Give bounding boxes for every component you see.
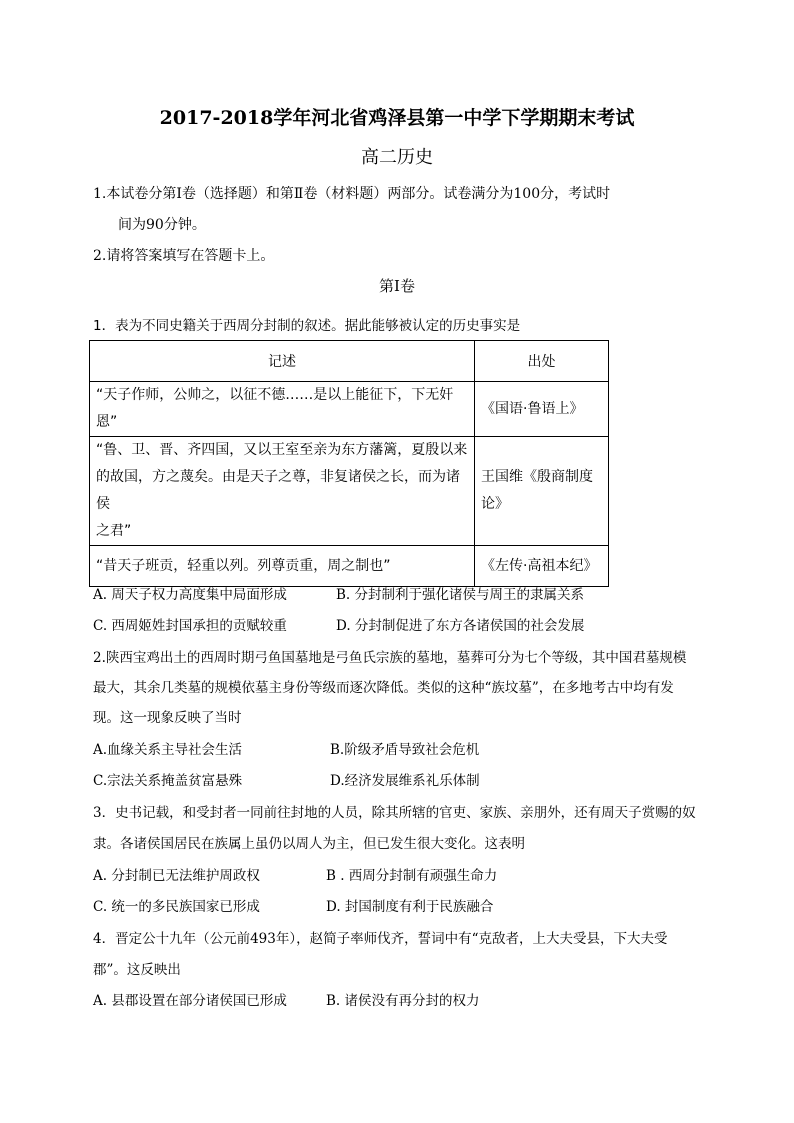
row-text-line: “昔天子班贡，轻重以列。列尊贡重，周之制也” bbox=[96, 557, 391, 574]
q2-option-d: D.经济发展维系礼乐体制 bbox=[330, 773, 480, 789]
q2-stem-line: 2.陕西宝鸡出土的西周时期弓鱼国墓地是弓鱼氏宗族的墓地，墓葬可分为七个等级，其中国君墓规模 bbox=[93, 650, 687, 666]
q2-stem-line: 最大，其余几类墓的规模依墓主身份等级而逐次降低。类似的这种“族坟墓”，在多地考古中均有发 bbox=[93, 680, 674, 696]
q2-option-b: B.阶级矛盾导致社会危机 bbox=[330, 742, 480, 758]
row-source-line: 王国维《殷商制度 bbox=[481, 469, 593, 485]
q2-option-a: A.血缘关系主导社会生活 bbox=[93, 742, 243, 758]
row-text-line: 之君” bbox=[96, 523, 132, 539]
table-header-record: 记述 bbox=[90, 341, 475, 382]
row-source-line: 《国语·鲁语上》 bbox=[481, 400, 584, 417]
q1-source-table bbox=[89, 340, 609, 587]
row-source-line: 论》 bbox=[481, 496, 509, 512]
instruction-2: 2.请将答案填写在答题卡上。 bbox=[93, 248, 275, 264]
row-text-line: 的故国，方之蔑矣。由是天子之尊，非复诸侯之长，而为诸侯 bbox=[96, 469, 460, 512]
q2-stem-line: 现。这一现象反映了当时 bbox=[93, 710, 242, 726]
q3-option-d: D. 封国制度有利于民族融合 bbox=[326, 899, 494, 915]
table-row bbox=[90, 382, 609, 437]
table-row bbox=[90, 546, 609, 587]
q3-stem-line: 隶。各诸侯国居民在族属上虽仍以周人为主，但已发生很大变化。这表明 bbox=[93, 836, 525, 852]
exam-title: 2017-2018学年河北省鸡泽县第一中学下学期期末考试 bbox=[159, 107, 635, 129]
row-text-line: “天子作师，公帅之，以征不德……是以上能征下，下无奸恩” bbox=[96, 387, 454, 430]
q3-option-b: B . 西周分封制有顽强生命力 bbox=[326, 868, 498, 884]
row-text-line: “鲁、卫、晋、齐四国，又以王室至亲为东方藩篱，夏殷以来 bbox=[96, 442, 468, 458]
q4-stem-line: 郡”。这反映出 bbox=[93, 962, 181, 978]
q4-stem-line: 4．晋定公十九年（公元前493年），赵简子率师伐齐，誓词中有“克敌者，上大夫受县，下大夫受 bbox=[93, 931, 668, 947]
q1-option-a: A. 周天子权力高度集中局面形成 bbox=[93, 587, 287, 603]
q1-option-b: B. 分封制利于强化诸侯与周王的隶属关系 bbox=[336, 587, 585, 603]
table-header-source: 出处 bbox=[475, 341, 609, 382]
q3-option-c: C. 统一的多民族国家已形成 bbox=[93, 899, 260, 915]
exam-subtitle: 高二历史 bbox=[361, 147, 433, 168]
q4-option-b: B. 诸侯没有再分封的权力 bbox=[326, 993, 480, 1009]
q1-option-d: D. 分封制促进了东方各诸侯国的社会发展 bbox=[336, 618, 585, 634]
q1-option-c: C. 西周姬姓封国承担的贡赋较重 bbox=[93, 618, 287, 634]
instruction-1: 1.本试卷分第Ⅰ卷（选择题）和第Ⅱ卷（材料题）两部分。试卷满分为100分，考试时 bbox=[93, 186, 611, 202]
q1-stem: 1．表为不同史籍关于西周分封制的叙述。据此能够被认定的历史事实是 bbox=[93, 318, 521, 334]
section-title: 第Ⅰ卷 bbox=[379, 277, 415, 295]
q2-option-c: C.宗法关系掩盖贫富悬殊 bbox=[93, 773, 243, 789]
table-row bbox=[90, 437, 609, 546]
instruction-1-cont: 间为90分钟。 bbox=[118, 217, 206, 233]
q3-option-a: A. 分封制已无法维护周政权 bbox=[93, 868, 260, 884]
q3-stem-line: 3．史书记载，和受封者一同前往封地的人员，除其所辖的官吏、家族、亲朋外，还有周天子赏赐的奴 bbox=[93, 805, 696, 821]
row-source-line: 《左传·高祖本纪》 bbox=[481, 557, 598, 574]
q4-option-a: A. 县郡设置在部分诸侯国已形成 bbox=[93, 993, 287, 1009]
